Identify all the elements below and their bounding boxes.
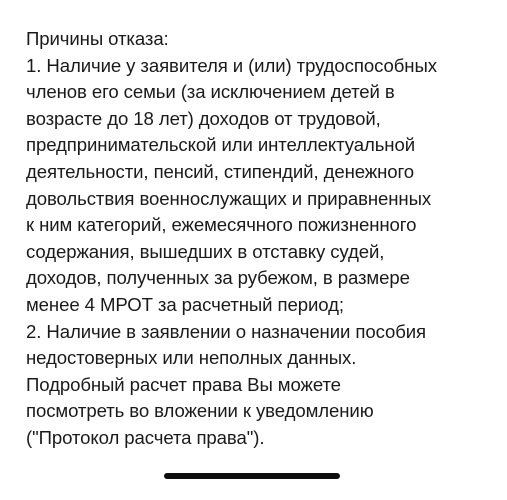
message-line: недостоверных или неполных данных. [26,347,357,369]
message-line: 1. Наличие у заявителя и (или) трудоспособных [26,54,437,76]
message-line: Подробный расчет права Вы можете [26,373,341,395]
message-line: предпринимательской или интеллектуальной [26,134,416,156]
message-line: ("Протокол расчета права"). [26,426,265,448]
message-line: членов его семьи (за исключением детей в [26,81,395,103]
message-line: содержания, вышедших в отставку судей, [26,240,385,262]
message-line: возрасте до 18 лет) доходов от трудовой, [26,107,381,129]
home-indicator[interactable] [164,473,340,479]
message-line: посмотреть во вложении к уведомлению [26,400,374,422]
message-line: к ним категорий, ежемесячного пожизненного [26,214,417,236]
message-line: довольствия военнослужащих и приравненных [26,187,432,209]
message-line: доходов, полученных за рубежом, в размере [26,267,410,289]
message-text [26,26,488,452]
message-line: 2. Наличие в заявлении о назначении пособия [26,320,427,342]
message-line: менее 4 МРОТ за расчетный период; [26,293,344,315]
message-line: Причины отказа: [26,28,169,49]
message-line: деятельности, пенсий, стипендий, денежного [26,160,415,182]
